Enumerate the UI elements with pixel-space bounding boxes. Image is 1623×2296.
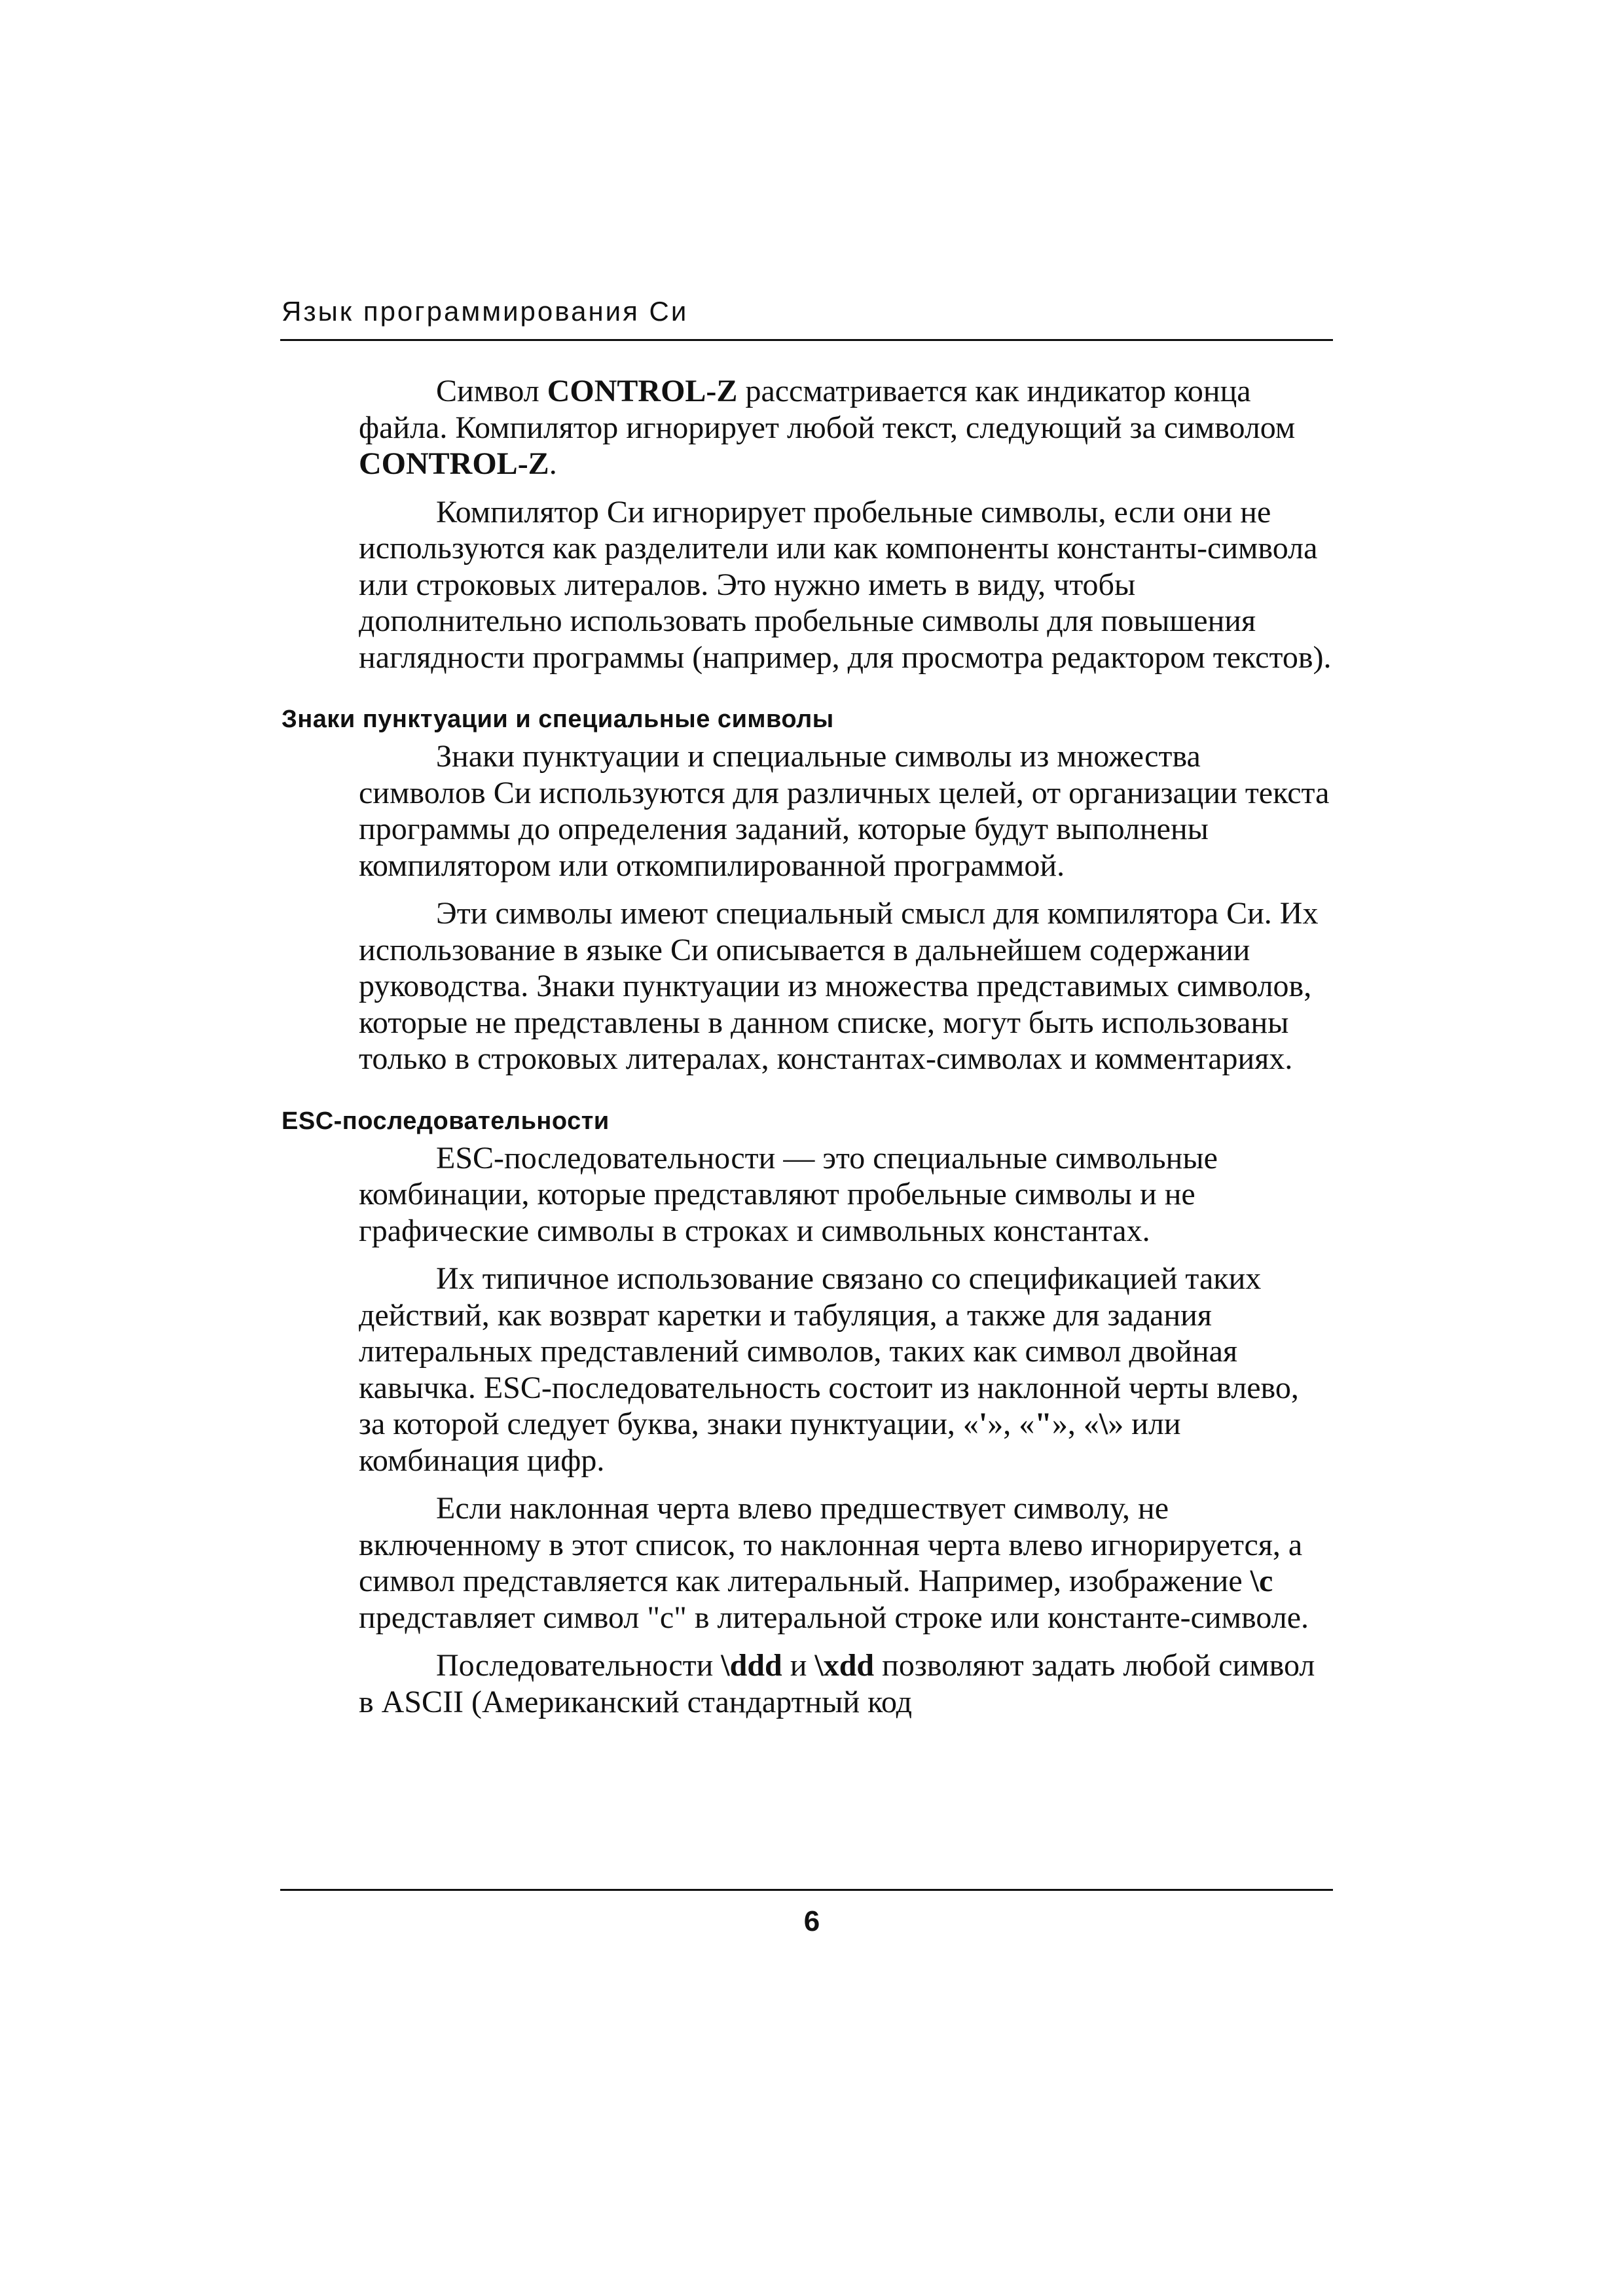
- bold-term: \c: [1250, 1564, 1273, 1598]
- paragraph-punctuation-purpose: Знаки пунктуации и специальные символы из множества символов Си используются для различных целей, от организации текста программы до определения заданий, которые будут выполнены компилятором или откомпилированной программой.: [359, 739, 1330, 883]
- text-run: .: [549, 446, 557, 481]
- bold-term: \ddd: [721, 1648, 782, 1683]
- text-run: позволяют задать любой символ в ASCII (Американский стандартный код: [359, 1648, 1315, 1719]
- bold-term: ": [1034, 1407, 1052, 1441]
- paragraph-punctuation-meaning: Эти символы имеют специальный смысл для компилятора Си. Их использование в языке Си описывается в дальнейшем содержании руководства. Знаки пунктуации из множества представимых символов, которые не представлены в данном списке, могут быть использованы только в строковых литералах, константах-символах и комментариях.: [359, 896, 1319, 1076]
- page-number: 6: [803, 1905, 820, 1937]
- text-run: Если наклонная черта влево предшествует символу, не включенному в этот список, то наклонная черта влево игнорируется, а символ представляется как литеральный. Например, изображение: [359, 1491, 1303, 1598]
- footer-rule: [280, 1889, 1333, 1891]
- text-run: » или комбинация цифр.: [359, 1407, 1181, 1478]
- paragraph-control-z: [359, 373, 1333, 482]
- running-header: Язык программирования Си: [282, 296, 689, 327]
- paragraph-escape-definition: ESC-последовательности — это специальные символьные комбинации, которые представляют пробельные символы и не графические символы в строках и символьных константах.: [359, 1140, 1218, 1248]
- paragraph-whitespace: Компилятор Си игнорирует пробельные символы, если они не используются как разделители или как компоненты константы-символа или строковых литералов. Это нужно иметь в виду, чтобы дополнительно использовать пробельные символы для повышения наглядности программы (например, для просмотра редактором текстов).: [359, 494, 1332, 675]
- bold-term: \: [1099, 1407, 1108, 1441]
- header-rule: [280, 339, 1333, 341]
- section-heading-punctuation: Знаки пунктуации и специальные символы: [282, 706, 834, 733]
- bold-term: CONTROL-Z: [547, 374, 738, 408]
- text-run: представляет символ "c" в литеральной строке или константе-символе.: [359, 1600, 1309, 1635]
- paragraph-backslash-ignored: [359, 1490, 1333, 1636]
- text-run: и: [782, 1648, 815, 1683]
- text-run: », «: [1051, 1407, 1099, 1441]
- paragraph-octal-hex: [359, 1647, 1333, 1720]
- body-text: [282, 373, 1333, 1720]
- text-run: », «: [987, 1407, 1035, 1441]
- paragraph-escape-usage: [359, 1261, 1333, 1479]
- text-run: Символ: [436, 374, 547, 408]
- bold-term: \xdd: [814, 1648, 875, 1683]
- section-heading-escape-sequences: ESC-последовательности: [282, 1107, 610, 1135]
- bold-term: CONTROL-Z: [359, 446, 549, 481]
- text-run: Последовательности: [436, 1648, 721, 1683]
- text-run: Их типичное использование связано со спецификацией таких действий, как возврат каретки и табуляция, а также для задания литеральных представлений символов, таких как символ двойная кавычка. ESC-последовательность состоит из наклонной черты влево, за которой следует буква, знаки пунктуации, «: [359, 1261, 1299, 1441]
- bold-term: ': [978, 1407, 988, 1441]
- text-run: рассматривается как индикатор конца файла. Компилятор игнорирует любой текст, следующий за символом: [359, 374, 1296, 445]
